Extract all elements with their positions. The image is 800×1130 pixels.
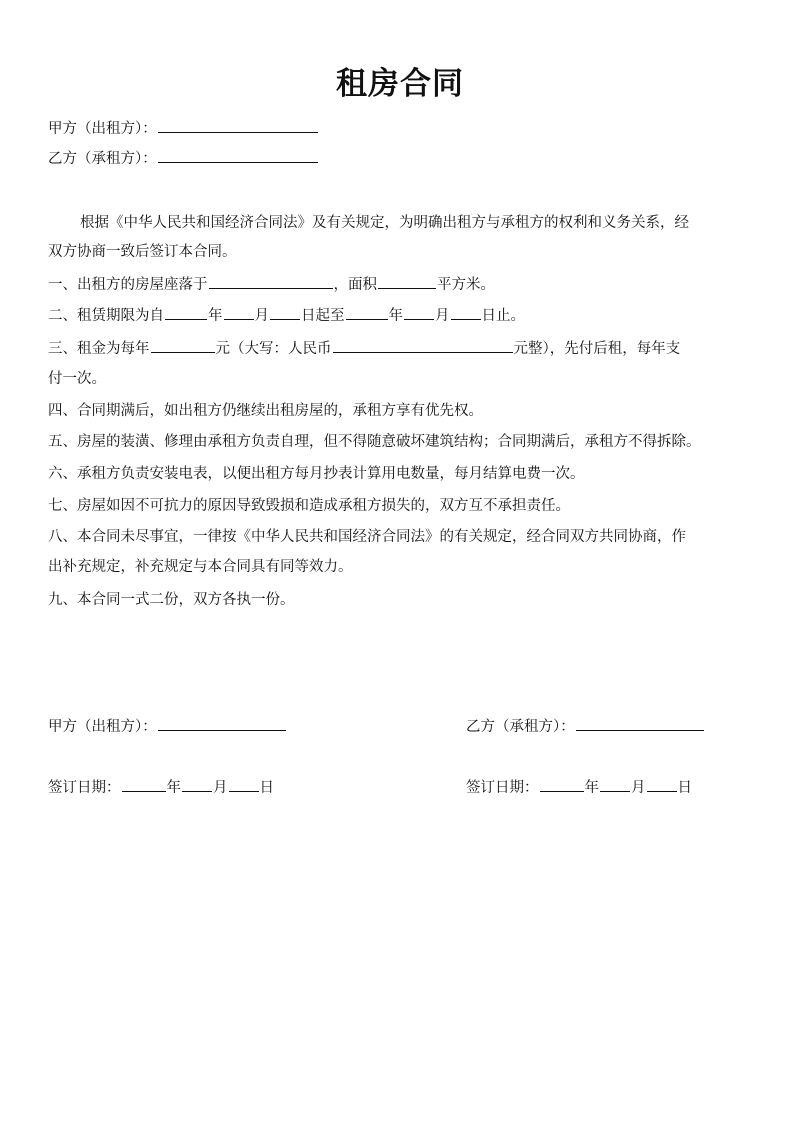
signature-party-a-label: 甲方（出租方）： [48, 719, 157, 735]
rent-amount-blank[interactable] [151, 338, 215, 353]
signing-date-b-month-blank[interactable] [600, 777, 630, 792]
signature-party-b-blank[interactable] [576, 716, 704, 731]
signing-date-b [466, 777, 692, 798]
clause-3-line-2: 付一次。 [48, 371, 106, 387]
signing-date-a-label: 签订日期： [48, 780, 121, 796]
signature-party-a [48, 716, 287, 737]
clause-2 [48, 305, 525, 326]
start-month-blank[interactable] [224, 305, 254, 320]
end-day-blank[interactable] [451, 305, 481, 320]
clause-3-suffix: 元整），先付后租，每年支 [513, 341, 681, 357]
clause-2-prefix: 二、租赁期限为自 [48, 308, 164, 324]
party-b-line [48, 148, 319, 169]
signing-date-a-day-blank[interactable] [229, 777, 259, 792]
clause-1-area-label: ，面积 [333, 277, 377, 293]
document-title: 租房合同 [336, 66, 464, 102]
address-blank[interactable] [209, 274, 333, 289]
clause-6: 六、承租方负责安装电表，以便出租方每月抄表计算用电数量，每月结算电费一次。 [48, 466, 585, 482]
clause-2-month-1: 月 [254, 308, 269, 324]
clause-2-year-2: 年 [388, 308, 403, 324]
clause-2-year-1: 年 [208, 308, 223, 324]
signature-party-b-label: 乙方（承租方）： [466, 719, 575, 735]
signing-date-a-month-blank[interactable] [182, 777, 212, 792]
start-day-blank[interactable] [270, 305, 300, 320]
clause-3-unit: 元（大写：人民币 [215, 341, 332, 357]
signing-date-b-year-blank[interactable] [540, 777, 584, 792]
signing-date-b-label: 签订日期： [466, 780, 539, 796]
signing-date-a-day: 日 [259, 780, 274, 796]
signing-date-b-month: 月 [631, 780, 646, 796]
clause-4: 四、合同期满后，如出租方仍继续出租房屋的，承租方享有优先权。 [48, 403, 483, 419]
signature-party-a-blank[interactable] [158, 716, 286, 731]
rent-uppercase-blank[interactable] [333, 338, 513, 353]
party-b-label: 乙方（承租方）： [48, 151, 157, 167]
intro-line-1: 根据《中华人民共和国经济合同法》及有关规定，为明确出租方与承租方的权利和义务关系，经 [80, 215, 689, 231]
party-b-blank[interactable] [158, 148, 318, 163]
signing-date-a [48, 777, 274, 798]
signing-date-b-day: 日 [677, 780, 692, 796]
clause-1-prefix: 一、出租方的房屋座落于 [48, 277, 208, 293]
end-year-blank[interactable] [346, 305, 388, 320]
signing-date-a-year-blank[interactable] [122, 777, 166, 792]
signature-party-b [466, 716, 705, 737]
clause-2-start-suffix: 日起至 [301, 308, 345, 324]
clause-2-end-suffix: 日止。 [481, 308, 525, 324]
signing-date-a-month: 月 [213, 780, 228, 796]
party-a-blank[interactable] [158, 118, 318, 133]
clause-7: 七、房屋如因不可抗力的原因导致毁损和造成承租方损失的，双方互不承担责任。 [48, 498, 570, 514]
clause-8-line-2: 出补充规定，补充规定与本合同具有同等效力。 [48, 559, 353, 575]
clause-3-prefix: 三、租金为每年 [48, 341, 150, 357]
clause-5: 五、房屋的装潢、修理由承租方负责自理，但不得随意破坏建筑结构；合同期满后，承租方不得拆除。 [48, 434, 701, 450]
start-year-blank[interactable] [165, 305, 207, 320]
signing-date-b-day-blank[interactable] [647, 777, 677, 792]
party-a-line [48, 118, 319, 139]
clause-1 [48, 274, 495, 295]
clause-8-line-1: 八、本合同未尽事宜，一律按《中华人民共和国经济合同法》的有关规定，经合同双方共同协商，作 [48, 529, 686, 545]
intro-line-2: 双方协商一致后签订本合同。 [48, 244, 237, 260]
clause-1-unit: 平方米。 [437, 277, 495, 293]
end-month-blank[interactable] [404, 305, 434, 320]
signing-date-b-year: 年 [584, 780, 599, 796]
clause-3 [48, 338, 680, 359]
party-a-label: 甲方（出租方）： [48, 121, 157, 137]
clause-2-month-2: 月 [435, 308, 450, 324]
signing-date-a-year: 年 [166, 780, 181, 796]
clause-9: 九、本合同一式二份，双方各执一份。 [48, 592, 295, 608]
area-blank[interactable] [378, 274, 436, 289]
